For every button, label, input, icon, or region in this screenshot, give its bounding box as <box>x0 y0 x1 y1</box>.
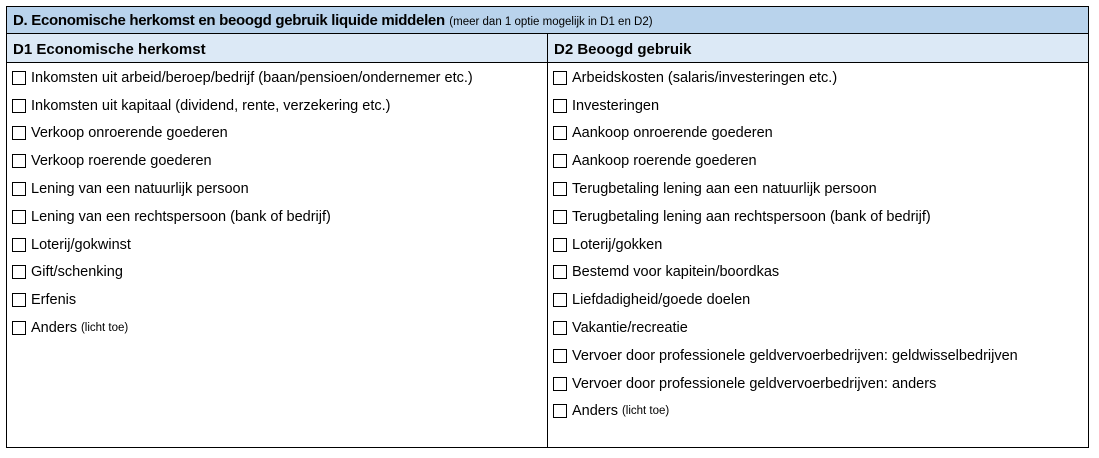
column-divider <box>547 34 548 447</box>
d1-options <box>12 64 542 342</box>
option-label: Loterij/gokken <box>572 236 663 253</box>
option-label: Aankoop onroerende goederen <box>572 125 773 142</box>
checkbox[interactable] <box>12 293 26 307</box>
d1-option[interactable] <box>12 286 542 314</box>
checkbox[interactable] <box>12 71 26 85</box>
option-label: Anders <box>572 403 618 420</box>
checkbox[interactable] <box>12 99 26 113</box>
checkbox[interactable] <box>553 293 567 307</box>
option-note: (licht toe) <box>621 405 670 418</box>
d2-options <box>553 64 1083 425</box>
d2-option[interactable] <box>553 92 1083 120</box>
checkbox[interactable] <box>12 321 26 335</box>
d2-option[interactable] <box>553 314 1083 342</box>
section-title: D. Economische herkomst en beoogd gebruik liquide middelen <box>13 12 445 29</box>
checkbox[interactable] <box>12 182 26 196</box>
option-note: (licht toe) <box>80 322 129 335</box>
d1-option[interactable] <box>12 64 542 92</box>
option-label: Inkomsten uit kapitaal (dividend, rente, verzekering etc.) <box>31 97 391 114</box>
d1-option[interactable] <box>12 120 542 148</box>
d2-option[interactable] <box>553 64 1083 92</box>
section-note: (meer dan 1 optie mogelijk in D1 en D2) <box>449 16 653 28</box>
d1-option-other[interactable] <box>12 314 542 342</box>
option-label: Verkoop onroerende goederen <box>31 125 228 142</box>
option-label: Vervoer door professionele geldvervoerbedrijven: geldwisselbedrijven <box>572 347 1018 364</box>
d2-option-other[interactable] <box>553 398 1083 426</box>
d2-option[interactable] <box>553 231 1083 259</box>
d1-option[interactable] <box>12 259 542 287</box>
d2-option[interactable] <box>553 259 1083 287</box>
d2-option[interactable] <box>553 147 1083 175</box>
d2-option[interactable] <box>553 203 1083 231</box>
d1-option[interactable] <box>12 92 542 120</box>
d2-header: D2 Beoogd gebruik <box>548 34 1088 63</box>
option-label: Verkoop roerende goederen <box>31 153 212 170</box>
option-label: Lening van een rechtspersoon (bank of bedrijf) <box>31 208 331 225</box>
checkbox[interactable] <box>553 71 567 85</box>
option-label: Terugbetaling lening aan een natuurlijk persoon <box>572 181 877 198</box>
checkbox[interactable] <box>553 404 567 418</box>
checkbox[interactable] <box>553 126 567 140</box>
d1-option[interactable] <box>12 231 542 259</box>
checkbox[interactable] <box>553 210 567 224</box>
option-label: Arbeidskosten (salaris/investeringen etc.) <box>572 69 838 86</box>
option-label: Lening van een natuurlijk persoon <box>31 181 249 198</box>
d1-option[interactable] <box>12 203 542 231</box>
d2-option[interactable] <box>553 120 1083 148</box>
section-header <box>7 7 1088 34</box>
checkbox[interactable] <box>553 238 567 252</box>
checkbox[interactable] <box>12 154 26 168</box>
form-section-d <box>6 6 1089 448</box>
d1-header: D1 Economische herkomst <box>7 34 548 63</box>
checkbox[interactable] <box>553 99 567 113</box>
option-label: Liefdadigheid/goede doelen <box>572 292 751 309</box>
d1-option[interactable] <box>12 147 542 175</box>
checkbox[interactable] <box>12 210 26 224</box>
option-label: Loterij/gokwinst <box>31 236 131 253</box>
option-label: Gift/schenking <box>31 264 123 281</box>
option-label: Inkomsten uit arbeid/beroep/bedrijf (baan/pensioen/ondernemer etc.) <box>31 69 473 86</box>
checkbox[interactable] <box>553 265 567 279</box>
option-label: Vervoer door professionele geldvervoerbedrijven: anders <box>572 375 937 392</box>
checkbox[interactable] <box>12 265 26 279</box>
checkbox[interactable] <box>553 349 567 363</box>
option-label: Erfenis <box>31 292 77 309</box>
option-label: Anders <box>31 320 77 337</box>
option-label: Bestemd voor kapitein/boordkas <box>572 264 780 281</box>
checkbox[interactable] <box>553 321 567 335</box>
d2-option[interactable] <box>553 175 1083 203</box>
checkbox[interactable] <box>553 182 567 196</box>
d2-option[interactable] <box>553 342 1083 370</box>
d1-option[interactable] <box>12 175 542 203</box>
d2-option[interactable] <box>553 370 1083 398</box>
checkbox[interactable] <box>553 377 567 391</box>
checkbox[interactable] <box>12 238 26 252</box>
option-label: Vakantie/recreatie <box>572 320 688 337</box>
option-label: Aankoop roerende goederen <box>572 153 757 170</box>
option-label: Terugbetaling lening aan rechtspersoon (bank of bedrijf) <box>572 208 931 225</box>
d2-option[interactable] <box>553 286 1083 314</box>
checkbox[interactable] <box>12 126 26 140</box>
checkbox[interactable] <box>553 154 567 168</box>
option-label: Investeringen <box>572 97 660 114</box>
